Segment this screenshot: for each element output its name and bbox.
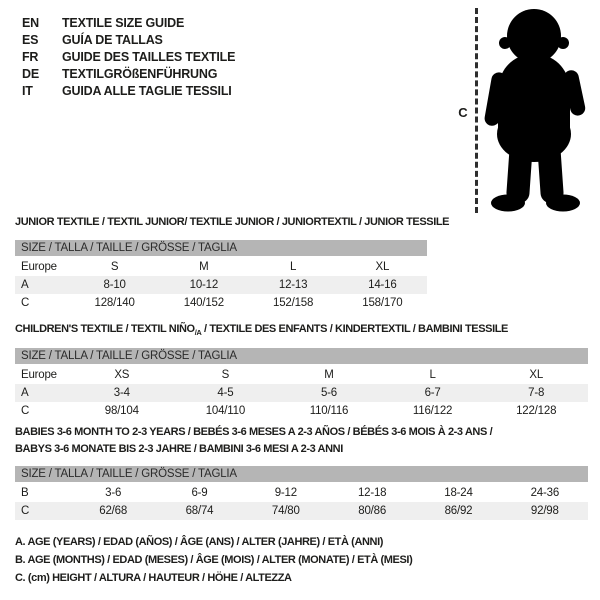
language-row-es [22, 32, 235, 49]
row-label: A [21, 387, 29, 399]
language-code: IT [22, 84, 33, 98]
language-label: GUIDE DES TAILLES TEXTILE [62, 50, 236, 64]
row-label: C [21, 405, 30, 417]
language-label: GUIDA ALLE TAGLIE TESSILI [62, 84, 232, 98]
size-cell: M [199, 261, 209, 273]
size-cell: 8-10 [103, 279, 126, 291]
baby-silhouette-image [482, 6, 588, 212]
language-label: TEXTILE SIZE GUIDE [62, 16, 185, 30]
size-cell: XL [529, 369, 544, 381]
table-row-age [15, 276, 427, 294]
language-row-de [22, 66, 235, 83]
children-size-table [15, 348, 588, 420]
row-label: Europe [21, 261, 57, 273]
legend-line-a: A. AGE (YEARS) / EDAD (AÑOS) / ÂGE (ANS) / ALTER (JAHRE) / ETÀ (ANNI) [15, 536, 383, 548]
size-cell: 92/98 [530, 505, 559, 517]
table-row-age [15, 384, 588, 402]
language-label: TEXTILGRÖßENFÜHRUNG [62, 67, 218, 81]
size-cell: 158/170 [362, 297, 403, 309]
table-row-europe [15, 257, 427, 276]
children-heading-text-tail: / TEXTILE DES ENFANTS / KINDERTEXTIL / BAMBINI TESSILE [201, 323, 508, 335]
size-cell: L [429, 369, 436, 381]
table-header-bar: SIZE / TALLA / TAILLE / GRÖSSE / TAGLIA [15, 240, 427, 257]
row-label: Europe [21, 369, 57, 381]
language-label: GUÍA DE TALLAS [62, 33, 163, 47]
babies-section-heading [15, 424, 492, 458]
junior-size-table [15, 240, 427, 312]
size-cell: 12-18 [357, 487, 387, 499]
size-cell: 6-7 [424, 387, 441, 399]
measure-legend [15, 533, 412, 587]
children-heading-text: CHILDREN'S TEXTILE / TEXTIL NIÑO [15, 323, 195, 335]
table-row-age-months [15, 483, 588, 502]
height-measure-label: C [458, 105, 468, 120]
size-cell: 74/80 [271, 505, 300, 517]
size-cell: 116/122 [412, 405, 453, 417]
size-cell: 80/86 [358, 505, 387, 517]
size-cell: XL [375, 261, 390, 273]
children-heading-subscript: /A [194, 328, 202, 338]
size-cell: M [324, 369, 334, 381]
size-cell: 152/158 [273, 297, 314, 309]
size-cell: 140/152 [183, 297, 224, 309]
size-cell: 7-8 [528, 387, 545, 399]
size-cell: XS [114, 369, 130, 381]
size-cell: 68/74 [185, 505, 214, 517]
height-dashed-line [475, 8, 478, 213]
table-header-bar: SIZE / TALLA / TAILLE / GRÖSSE / TAGLIA [15, 466, 588, 483]
size-cell: 4-5 [217, 387, 234, 399]
table-row-height [15, 294, 427, 312]
table-row-height [15, 502, 588, 520]
size-cell: 6-9 [191, 487, 208, 499]
table-row-europe [15, 365, 588, 384]
legend-line-b: B. AGE (MONTHS) / EDAD (MESES) / ÂGE (MOIS) / ALTER (MONATE) / ETÀ (MESI) [15, 554, 413, 566]
language-row-it [22, 83, 235, 100]
row-label: C [21, 505, 30, 517]
legend-line-c: C. (cm) HEIGHT / ALTURA / HAUTEUR / HÖHE / ALTEZZA [15, 572, 292, 584]
language-code: EN [22, 16, 39, 30]
babies-heading-line1: BABIES 3-6 MONTH TO 2-3 YEARS / BEBÉS 3-6 MESES A 2-3 AÑOS / BÉBÉS 3-6 MOIS À 2-3 ANS / [15, 426, 493, 438]
size-cell: S [110, 261, 119, 273]
row-label: C [21, 297, 30, 309]
language-code: ES [22, 33, 39, 47]
table-header-bar: SIZE / TALLA / TAILLE / GRÖSSE / TAGLIA [15, 348, 588, 365]
size-cell: 14-16 [368, 279, 397, 291]
size-cell: 86/92 [444, 505, 473, 517]
size-cell: 128/140 [94, 297, 135, 309]
size-cell: 5-6 [320, 387, 337, 399]
junior-section-heading: JUNIOR TEXTILE / TEXTIL JUNIOR/ TEXTILE JUNIOR / JUNIORTEXTIL / JUNIOR TESSILE [15, 216, 450, 228]
size-cell: L [290, 261, 297, 273]
size-cell: 9-12 [274, 487, 297, 499]
size-cell: 62/68 [99, 505, 128, 517]
table-row-height [15, 402, 588, 420]
babies-size-table [15, 466, 588, 520]
size-cell: 18-24 [444, 487, 473, 499]
size-cell: 12-13 [278, 279, 308, 291]
baby-figure [455, 4, 600, 218]
size-cell: 24-36 [530, 487, 560, 499]
language-title-block [22, 15, 235, 100]
size-cell: 122/128 [516, 405, 557, 417]
babies-heading-line2: BABYS 3-6 MONATE BIS 2-3 JAHRE / BAMBINI 3-6 MESI A 2-3 ANNI [15, 443, 343, 455]
language-code: FR [22, 50, 39, 64]
language-row-en [22, 15, 235, 32]
size-cell: 104/110 [205, 405, 246, 417]
size-cell: S [221, 369, 230, 381]
size-cell: 10-12 [189, 279, 219, 291]
size-cell: 3-6 [105, 487, 122, 499]
size-cell: 110/116 [309, 405, 349, 417]
size-cell: 3-4 [113, 387, 130, 399]
row-label: B [21, 487, 29, 499]
children-section-heading [15, 321, 508, 341]
language-row-fr [22, 49, 235, 66]
language-code: DE [22, 67, 39, 81]
row-label: A [21, 279, 29, 291]
size-cell: 98/104 [104, 405, 139, 417]
